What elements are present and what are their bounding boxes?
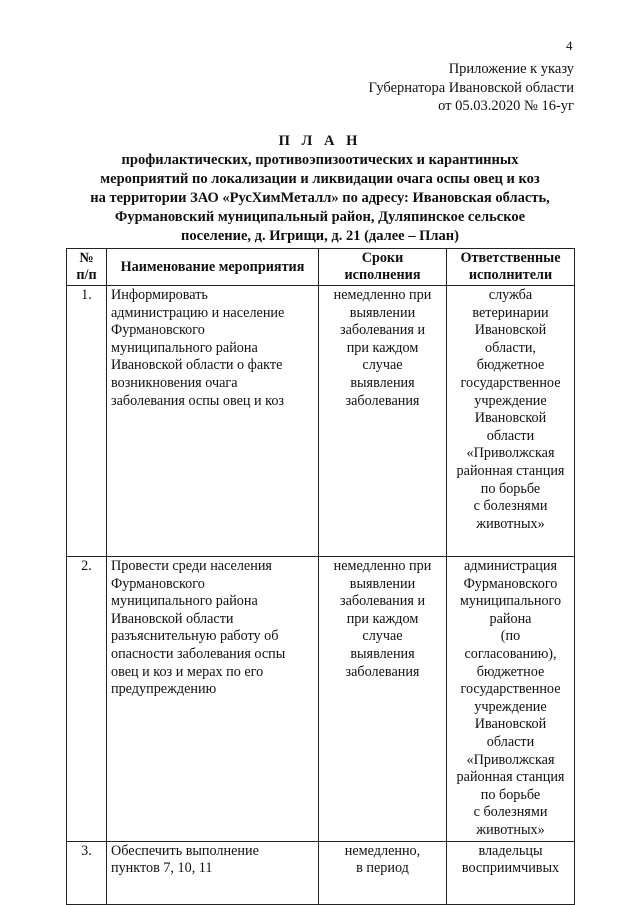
terms-cell xyxy=(319,557,447,842)
header-number-line: № xyxy=(79,250,94,266)
title-line: мероприятий по локализации и ликвидации очага оспы овец и коз xyxy=(100,171,540,187)
responsible-cell xyxy=(447,286,575,557)
activity-cell-line: возникновения очага xyxy=(111,374,238,391)
activity-cell-line: опасности заболевания оспы xyxy=(111,645,286,662)
responsible-cell-line: (по xyxy=(500,628,521,645)
responsible-cell-line: района xyxy=(489,610,532,627)
responsible-cell-line: области xyxy=(486,733,535,750)
terms-cell xyxy=(319,286,447,557)
terms-cell-line: случае xyxy=(362,628,403,645)
activity-cell-line: овец и коз и мерах по его xyxy=(111,663,264,680)
responsible-cell-line: муниципального xyxy=(459,593,562,610)
header-number xyxy=(67,249,107,286)
terms-cell-line: немедленно при xyxy=(333,287,432,303)
header-name: Наименование мероприятия xyxy=(107,249,319,286)
responsible-cell-line: бюджетное xyxy=(476,357,545,374)
header-responsible-line: исполнители xyxy=(468,267,553,283)
responsible-cell-line: владельцы xyxy=(478,842,543,859)
row-number: 1. xyxy=(67,286,107,557)
terms-cell-line: выявления xyxy=(350,645,415,662)
header-responsible-line: Ответственные xyxy=(460,250,561,266)
activity-cell xyxy=(107,557,319,842)
plan-heading: П Л А Н xyxy=(278,133,362,149)
page-number: 4 xyxy=(566,38,573,53)
terms-cell-line: при каждом xyxy=(346,610,419,627)
row-number: 3. xyxy=(67,841,107,904)
table-row xyxy=(67,557,575,842)
responsible-cell-line: по борьбе xyxy=(480,786,541,803)
responsible-cell-line: учреждение xyxy=(474,698,547,715)
terms-cell-line: выявлении xyxy=(349,575,416,592)
responsible-cell-line: районная станция xyxy=(456,462,565,479)
responsible-cell-line: Ивановской xyxy=(474,410,547,427)
terms-cell-line: заболевания xyxy=(345,392,420,409)
terms-cell-line: заболевания и xyxy=(339,322,426,339)
activity-cell xyxy=(107,841,319,904)
responsible-cell-line: учреждение xyxy=(474,392,547,409)
responsible-cell-line: «Приволжская xyxy=(466,751,555,768)
responsible-cell-line: по борьбе xyxy=(480,480,541,497)
annex-line: Губернатора Ивановской области xyxy=(368,79,574,96)
activity-cell-line: Ивановской области xyxy=(111,610,234,627)
activity-cell-line: пунктов 7, 10, 11 xyxy=(111,860,213,877)
header-terms xyxy=(319,249,447,286)
header-number-line: п/п xyxy=(76,267,97,283)
activity-cell-line: администрацию и население xyxy=(111,304,285,321)
terms-cell-line: заболевания и xyxy=(339,593,426,610)
terms-cell-line: заболевания xyxy=(345,663,420,680)
terms-cell xyxy=(319,841,447,904)
responsible-cell-line: администрация xyxy=(463,558,558,574)
plan-table xyxy=(66,248,575,905)
title-line: на территории ЗАО «РусХимМеталл» по адресу: Ивановская область, xyxy=(90,190,550,206)
row-number: 2. xyxy=(67,557,107,842)
annex-line: Приложение к указу xyxy=(448,61,574,77)
responsible-cell-line: с болезнями xyxy=(473,498,548,515)
responsible-cell-line: животных» xyxy=(476,515,545,532)
responsible-cell-line: ветеринарии xyxy=(472,304,549,321)
activity-cell-line: Информировать xyxy=(111,287,208,303)
activity-cell-line: Фурмановского xyxy=(111,575,205,592)
title-line: Фурмановский муниципальный район, Дуляпинское сельское xyxy=(114,209,526,225)
activity-cell-line: предупреждению xyxy=(111,681,217,698)
responsible-cell-line: области, xyxy=(485,339,536,356)
responsible-cell-line: «Приволжская xyxy=(466,445,555,462)
responsible-cell-line: восприимчивых xyxy=(461,860,560,877)
title-line: профилактических, противоэпизоотических и карантинных xyxy=(121,152,519,168)
header-responsible xyxy=(447,249,575,286)
table-row xyxy=(67,841,575,904)
activity-cell-line: Ивановской области о факте xyxy=(111,357,283,374)
terms-cell-line: выявления xyxy=(350,374,415,391)
terms-cell-line: немедленно при xyxy=(333,558,432,574)
responsible-cell-line: Ивановской xyxy=(474,716,547,733)
responsible-cell-line: Ивановской xyxy=(474,322,547,339)
responsible-cell-line: районная станция xyxy=(456,769,565,786)
responsible-cell-line: согласованию), xyxy=(464,645,557,662)
responsible-cell-line: бюджетное xyxy=(476,663,545,680)
responsible-cell xyxy=(447,557,575,842)
activity-cell-line: муниципального района xyxy=(111,339,258,356)
activity-cell-line: муниципального района xyxy=(111,593,258,610)
responsible-cell-line: животных» xyxy=(476,821,545,838)
responsible-cell-line: государственное xyxy=(460,374,561,391)
responsible-cell-line: Фурмановского xyxy=(463,575,558,592)
document-title xyxy=(70,132,570,246)
responsible-cell xyxy=(447,841,575,904)
annex-header xyxy=(369,60,574,116)
annex-line: от 05.03.2020 № 16-уг xyxy=(438,98,574,114)
responsible-cell-line: государственное xyxy=(460,681,561,698)
terms-cell-line: случае xyxy=(362,357,403,374)
responsible-cell-line: с болезнями xyxy=(473,804,548,821)
header-terms-line: исполнения xyxy=(344,267,421,283)
activity-cell-line: разъяснительную работу об xyxy=(111,628,279,645)
title-line: поселение, д. Игрищи, д. 21 (далее – План) xyxy=(181,228,459,244)
activity-cell-line: заболевания оспы овец и коз xyxy=(111,392,285,409)
activity-cell xyxy=(107,286,319,557)
header-terms-line: Сроки xyxy=(361,250,404,266)
activity-cell-line: Фурмановского xyxy=(111,322,205,339)
terms-cell-line: немедленно, xyxy=(344,842,421,859)
table-row xyxy=(67,286,575,557)
terms-cell-line: при каждом xyxy=(346,339,419,356)
terms-cell-line: в период xyxy=(356,860,409,877)
activity-cell-line: Обеспечить выполнение xyxy=(111,842,259,859)
table-header-row xyxy=(67,249,575,286)
responsible-cell-line: области xyxy=(486,427,535,444)
activity-cell-line: Провести среди населения xyxy=(111,558,272,574)
responsible-cell-line: служба xyxy=(488,287,533,303)
terms-cell-line: выявлении xyxy=(349,304,416,321)
